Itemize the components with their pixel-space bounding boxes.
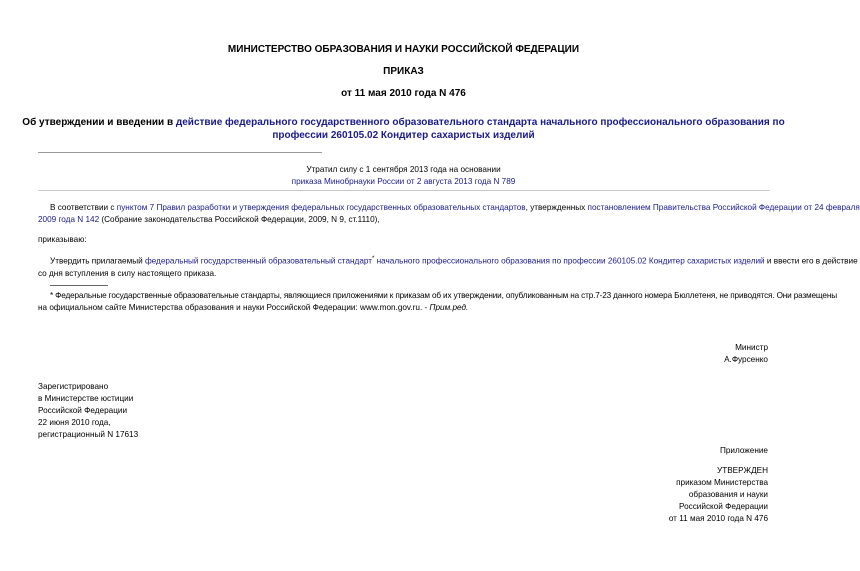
order-line2: со дня вступления в силу настоящего приказа. — [38, 268, 217, 278]
order-paragraph — [38, 253, 858, 280]
status-divider — [38, 190, 770, 191]
signature-name: А.Фурсенко — [724, 355, 768, 364]
registration-block — [38, 381, 138, 441]
registration-line5: регистрационный N 17613 — [38, 430, 139, 439]
appendix-label: Приложение — [719, 446, 768, 455]
preamble-paragraph — [38, 202, 860, 226]
appendix-line5: от 11 мая 2010 года N 476 — [668, 514, 768, 523]
order-word: приказываю: — [38, 235, 87, 244]
appendix-line2: приказом Министерства — [676, 478, 768, 487]
order-text-a: Утвердить прилагаемый — [50, 256, 145, 266]
preamble-link-rules[interactable]: пунктом 7 Правил разработки и утверждения федеральных государственных образовательных стандартов — [116, 203, 526, 212]
status-block — [0, 164, 807, 188]
order-link-standard[interactable]: федеральный государственный образовательный стандарт — [144, 256, 372, 266]
document-title — [0, 116, 807, 142]
footnote — [38, 290, 837, 314]
title-link-line2[interactable]: профессии 260105.02 Кондитер сахаристых изделий — [272, 130, 535, 141]
header-divider — [38, 152, 322, 153]
order-link-profession[interactable]: начального профессионального образования по профессии 260105.02 Кондитер сахаристых изделий — [376, 256, 765, 266]
footnote-line1: * Федеральные государственные образовательные стандарты, являющиеся приложениями к приказам об их утверждении, опубликованным на стр.7-23 данного номера Бюллетеня, не приводятся. Они размещены — [50, 291, 837, 300]
signature-block — [560, 342, 768, 366]
footnote-mark: * — [372, 256, 375, 262]
ministry-heading: МИНИСТЕРСТВО ОБРАЗОВАНИЯ И НАУКИ РОССИЙСКОЙ ФЕДЕРАЦИИ — [227, 44, 580, 55]
footnote-editor-note: Прим.ред. — [429, 303, 469, 312]
title-link-line1[interactable]: действие федерального государственного образовательного стандарта начального профессионального образования по — [175, 117, 785, 128]
registration-line3: Российской Федерации — [38, 406, 128, 415]
registration-line1: Зарегистрировано — [38, 382, 109, 391]
preamble-text-b: , утвержденных — [525, 203, 588, 212]
appendix-line4: Российской Федерации — [678, 502, 768, 511]
order-text-b: и ввести его в действие — [764, 256, 858, 266]
preamble-text-c: (Собрание законодательства Российской Федерации, 2009, N 9, ст.1110), — [99, 215, 380, 224]
preamble-text-a: В соответствии с — [50, 203, 117, 212]
appendix-line3: образования и науки — [688, 490, 768, 499]
footnote-divider — [50, 285, 108, 286]
title-prefix: Об утверждении и введении в — [22, 117, 176, 128]
footnote-line2: на официальном сайте Министерства образования и науки Российской Федерации: www.mon.gov.ru. - — [38, 303, 430, 312]
registration-line4: 22 июня 2010 года, — [38, 418, 111, 427]
registration-line2: в Министерстве юстиции — [38, 394, 134, 403]
appendix-line1: УТВЕРЖДЕН — [717, 466, 768, 475]
status-link[interactable]: приказа Минобрнауки России от 2 августа 2013 года N 789 — [291, 177, 516, 186]
preamble-link-resolution-cont[interactable]: 2009 года N 142 — [38, 215, 100, 224]
preamble-link-resolution[interactable]: постановлением Правительства Российской Федерации от 24 февраля — [587, 203, 860, 212]
doc-type-heading: ПРИКАЗ — [383, 66, 424, 77]
date-number-heading: от 11 мая 2010 года N 476 — [341, 88, 466, 99]
status-line1: Утратил силу с 1 сентября 2013 года на основании — [306, 165, 501, 174]
signature-position: Министр — [735, 343, 768, 352]
appendix-approval — [560, 465, 768, 525]
